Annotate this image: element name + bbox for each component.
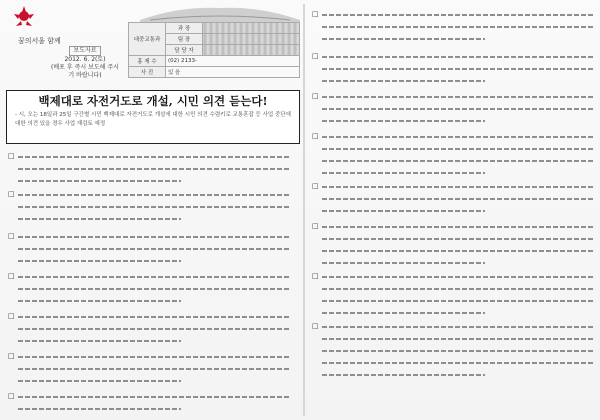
bullet-icon: □ — [312, 272, 319, 280]
text-line — [322, 312, 485, 314]
text-line — [322, 300, 594, 302]
text-line — [322, 338, 594, 340]
bullet-icon: □ — [312, 182, 319, 190]
contact-key: 과 장 — [166, 23, 203, 34]
text-line — [322, 14, 594, 16]
contact-key: 담 당 자 — [166, 45, 203, 56]
contact-key: 팀 장 — [166, 34, 203, 45]
text-line — [18, 316, 290, 318]
contact-value: (02) 2133- — [166, 56, 300, 67]
text-line — [18, 168, 290, 170]
bullet-icon: □ — [312, 52, 319, 60]
text-line — [322, 80, 485, 82]
text-line — [322, 172, 485, 174]
bullet-icon: □ — [8, 272, 15, 280]
hanok-roof-icon — [140, 2, 300, 24]
text-line — [18, 206, 290, 208]
text-line — [18, 340, 181, 342]
bullet-icon: □ — [8, 352, 15, 360]
text-line — [18, 380, 181, 382]
text-line — [18, 218, 181, 220]
text-line — [18, 300, 181, 302]
text-line — [322, 250, 594, 252]
text-line — [322, 210, 485, 212]
bullet-icon: □ — [312, 222, 319, 230]
text-line — [322, 326, 594, 328]
contact-table — [128, 22, 300, 78]
text-line — [18, 156, 290, 158]
text-line — [322, 362, 594, 364]
title-subtitle: - 시, 오는 18일과 25일 구간별 시민 백제대로 자전거도로 개설에 대한 시민 의견 수렴키로 교통혼잡 등 사업 중단에 대한 의견 있을 경우 사업 재검토 예정 — [15, 112, 291, 127]
contact-value — [203, 34, 300, 45]
text-line — [322, 238, 594, 240]
contact-value — [203, 45, 300, 56]
release-date: 2012. 6. 2(토) — [64, 56, 106, 63]
text-line — [18, 368, 290, 370]
text-line — [18, 408, 181, 410]
text-line — [18, 260, 181, 262]
text-line — [322, 108, 594, 110]
text-line — [18, 328, 290, 330]
text-line — [18, 236, 290, 238]
page-title: 백제대로 자전거도로 개설, 시민 의견 듣는다! — [38, 94, 268, 108]
release-tag: 보도자료 — [69, 46, 100, 56]
title-box — [6, 90, 300, 144]
text-line — [322, 276, 594, 278]
contact-dept: 대중교통과 — [129, 23, 166, 56]
column-divider — [303, 4, 305, 416]
contact-value — [203, 23, 300, 34]
text-line — [322, 26, 594, 28]
contact-key: 홍 제 수 — [129, 56, 166, 67]
text-line — [322, 38, 485, 40]
bullet-icon: □ — [312, 92, 319, 100]
text-line — [322, 120, 485, 122]
text-line — [322, 68, 594, 70]
text-line — [18, 356, 290, 358]
bullet-icon: □ — [8, 312, 15, 320]
text-line — [322, 56, 594, 58]
bullet-icon: □ — [312, 322, 319, 330]
text-line — [18, 194, 290, 196]
text-line — [18, 180, 181, 182]
bullet-icon: □ — [8, 232, 15, 240]
text-line — [322, 288, 594, 290]
contact-value: 있 음 — [166, 67, 300, 78]
contact-key: 사 진 — [129, 67, 166, 78]
bullet-icon: □ — [8, 152, 15, 160]
text-line — [322, 148, 594, 150]
bullet-icon: □ — [8, 190, 15, 198]
text-line — [322, 96, 594, 98]
text-line — [322, 136, 594, 138]
release-note: (배포 후 즉시 보도해 주시기 바랍니다) — [51, 64, 119, 79]
text-line — [322, 374, 485, 376]
bullet-icon: □ — [312, 132, 319, 140]
text-line — [322, 198, 594, 200]
logo-text: 꿈의서울 함께 — [18, 37, 61, 45]
bullet-icon: □ — [8, 392, 15, 400]
text-line — [322, 350, 594, 352]
text-line — [322, 226, 594, 228]
text-line — [18, 276, 290, 278]
release-info — [50, 46, 120, 80]
text-line — [18, 396, 290, 398]
bullet-icon: □ — [312, 10, 319, 18]
text-line — [322, 262, 485, 264]
text-line — [322, 160, 594, 162]
text-line — [18, 248, 290, 250]
text-line — [322, 186, 594, 188]
text-line — [18, 288, 290, 290]
